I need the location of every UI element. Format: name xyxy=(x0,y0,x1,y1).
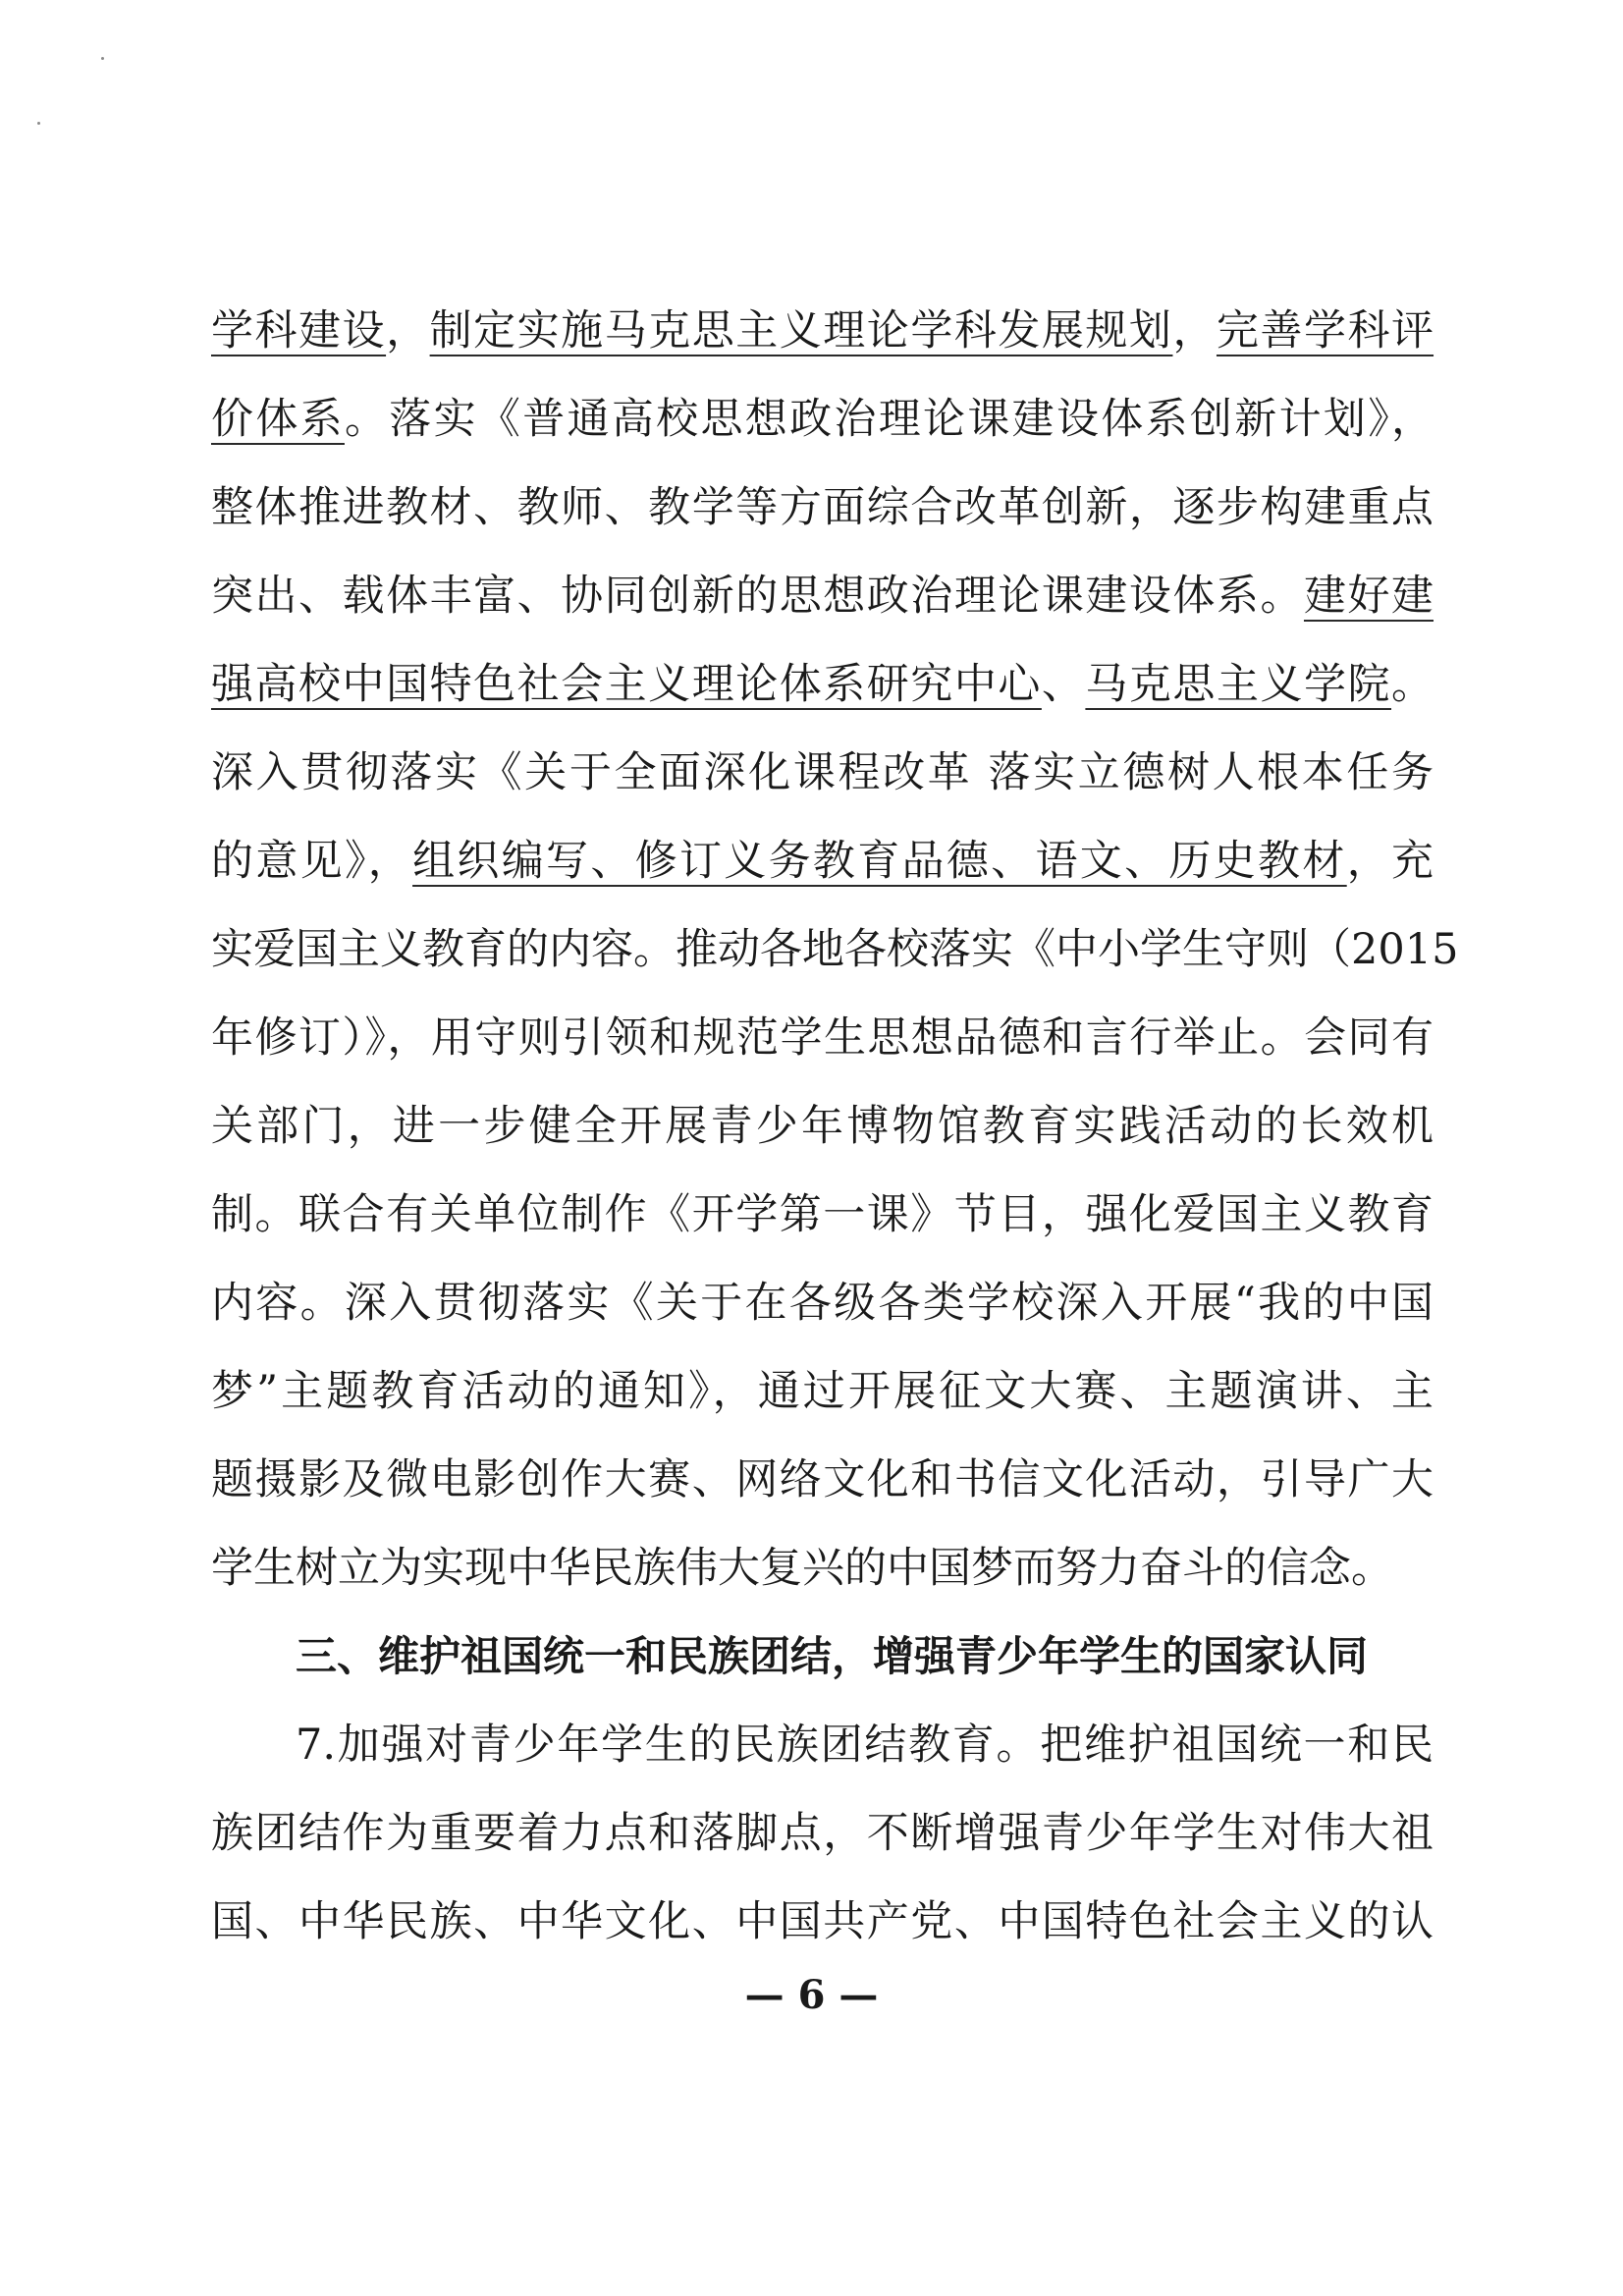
text-line xyxy=(211,1259,1434,1347)
text-line xyxy=(211,1789,1434,1878)
text-segment: ， xyxy=(1172,306,1217,355)
text-line xyxy=(211,817,1434,905)
section-heading xyxy=(211,1613,1434,1701)
text-segment: 实爱国主义教育的内容。推动各地各校落实《中小学生守则（2015 xyxy=(211,925,1459,974)
underlined-text: 学科建设 xyxy=(211,306,387,355)
text-line xyxy=(211,1701,1434,1789)
text-line xyxy=(211,729,1434,817)
text-segment: ， xyxy=(386,306,430,355)
text-segment: 整体推进教材、教师、教学等方面综合改革创新，逐步构建重点 xyxy=(211,483,1434,532)
text-segment: 的意见》， xyxy=(211,837,413,886)
underlined-text: 马克思主义学院 xyxy=(1085,660,1392,709)
text-segment: 题摄影及微电影创作大赛、网络文化和书信文化活动，引导广大 xyxy=(211,1455,1434,1504)
underlined-text: 建好建 xyxy=(1303,572,1434,621)
text-line xyxy=(211,1878,1434,1966)
text-line xyxy=(211,1082,1434,1171)
text-line xyxy=(211,1436,1434,1524)
underlined-text: 组织编写、修订义务教育品德、语文、历史教材 xyxy=(412,837,1347,886)
underlined-text: 制定实施马克思主义理论学科发展规划 xyxy=(429,306,1173,355)
body-text xyxy=(211,287,1459,1966)
underlined-text: 完善学科评 xyxy=(1216,306,1434,355)
text-line xyxy=(211,375,1434,464)
text-segment: 梦”主题教育活动的通知》，通过开展征文大赛、主题演讲、主 xyxy=(211,1367,1434,1416)
text-line xyxy=(211,994,1434,1082)
text-segment: ，充 xyxy=(1346,837,1434,886)
text-segment: 族团结作为重要着力点和落脚点，不断增强青少年学生对伟大祖 xyxy=(211,1809,1434,1858)
text-segment: 三、维护祖国统一和民族团结，增强青少年学生的国家认同 xyxy=(296,1632,1369,1680)
text-line xyxy=(211,464,1434,552)
text-line xyxy=(211,1347,1434,1436)
page-number: — 6 — xyxy=(744,1972,879,2018)
text-segment: 深入贯彻落实《关于全面深化课程改革 落实立德树人根本任务 xyxy=(211,748,1434,797)
text-segment: 7.加强对青少年学生的民族团结教育。把维护祖国统一和民 xyxy=(296,1721,1434,1770)
text-line xyxy=(211,552,1434,640)
text-segment: 突出、载体丰富、协同创新的思想政治理论课建设体系。 xyxy=(211,572,1304,621)
text-line xyxy=(211,1524,1434,1613)
underlined-text: 价体系 xyxy=(211,395,345,444)
text-line xyxy=(211,905,1459,994)
text-segment: 内容。深入贯彻落实《关于在各级各类学校深入开展“我的中国 xyxy=(211,1279,1434,1328)
text-segment: 制。联合有关单位制作《开学第一课》节目，强化爱国主义教育 xyxy=(211,1190,1434,1239)
text-segment: 关部门，进一步健全开展青少年博物馆教育实践活动的长效机 xyxy=(211,1102,1434,1151)
scan-speck xyxy=(37,122,40,125)
text-segment: 。落实《普通高校思想政治理论课建设体系创新计划》， xyxy=(344,395,1434,444)
text-segment: 学生树立为实现中华民族伟大复兴的中国梦而努力奋斗的信念。 xyxy=(211,1544,1393,1593)
text-segment: 国、中华民族、中华文化、中国共产党、中国特色社会主义的认 xyxy=(211,1897,1434,1946)
text-segment: 。 xyxy=(1391,660,1434,709)
text-segment: 年修订）》，用守则引领和规范学生思想品德和言行举止。会同有 xyxy=(211,1013,1434,1063)
scan-speck xyxy=(101,57,104,60)
text-line xyxy=(211,640,1434,729)
text-segment: 、 xyxy=(1041,660,1086,709)
text-line xyxy=(211,287,1434,375)
text-line xyxy=(211,1171,1434,1259)
underlined-text: 强高校中国特色社会主义理论体系研究中心 xyxy=(211,660,1042,709)
